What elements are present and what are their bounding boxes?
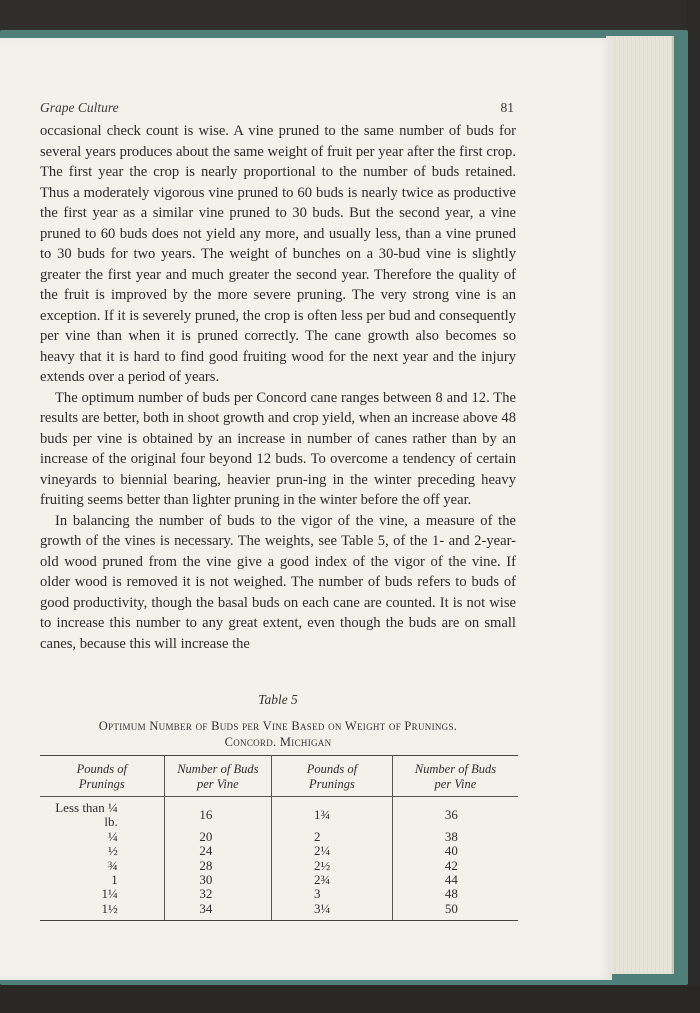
header-line: Prunings — [78, 777, 125, 791]
header-line: Number of Buds — [414, 762, 497, 776]
table-cell: 34 — [164, 902, 271, 921]
paragraph-2: The optimum number of buds per Concord cane ranges between 8 and 12. The results are better, both in shoot growth and crop yield, when an increase above 48 buds per vine is obtained by an increase in number of canes rather than by an increase of the original four beyond 12 buds. To overcome a tendency of certain vineyards to biennial bearing, heavier prun-ing in the winter preceding heavy fruiting seems better than lighter pruning in the winter before the off year. — [40, 389, 516, 508]
header-pounds-of-prunings-2 — [271, 756, 392, 797]
table-cell: 50 — [392, 902, 518, 921]
table-caption: Table 5 — [258, 692, 298, 707]
table-cell: 42 — [444, 857, 458, 873]
table-cell: 36 — [444, 807, 458, 823]
background-bottom — [0, 985, 700, 1013]
header-line: Prunings — [308, 777, 355, 791]
paragraph-3: In balancing the number of buds to the vigor of the vine, a measure of the growth of the vines is necessary. The weights, see Table 5, of the 1- and 2-year-old wood pruned from the vine give a good index of the vigor of the vine. If older wood is removed it is not weighed. The number of buds refers to buds of good productivity, though the basal buds on each cane are counted. It is not wise to increase this number to any great extent, even though the buds are on small canes, because this will increase the — [40, 512, 516, 652]
table-cell: 48 — [444, 886, 458, 902]
header-line: per Vine — [196, 777, 239, 791]
table-cell: 32 — [164, 887, 271, 901]
header-line: Pounds of — [76, 762, 128, 776]
table-cell: 3 — [271, 887, 392, 901]
table-title — [40, 718, 516, 750]
table-row — [40, 797, 518, 830]
table-cell: 24 — [164, 844, 271, 858]
table-cell: ½ — [40, 844, 164, 858]
table-cell: ¾ — [40, 859, 164, 873]
table-cell: 2½ — [271, 859, 392, 873]
page-number: 81 — [500, 100, 514, 115]
table-row — [40, 887, 518, 901]
table-cell: 2 — [271, 830, 392, 844]
body-text — [40, 121, 516, 654]
book-page — [0, 38, 612, 980]
header-number-of-buds — [164, 756, 271, 797]
table-cell: 1¾ — [271, 797, 392, 830]
table-cell: Less than ¼ lb. — [40, 797, 164, 830]
table-cell: 1½ — [40, 902, 164, 921]
header-number-of-buds-2 — [392, 756, 518, 797]
table-cell: 2¾ — [271, 873, 392, 887]
table-row — [40, 873, 518, 887]
table-cell: 20 — [164, 830, 271, 844]
running-head — [40, 100, 514, 120]
paragraph-1: occasional check count is wise. A vine pruned to the same number of buds for several years produces about the same weight of fruit per year after the first crop. The first year the crop is nearly proportional to the number of buds retained. Thus a moderately vigorous vine pruned to 60 buds is nearly twice as productive the first year as a similar vine pruned to 30 buds. But the second year, a vine pruned to 60 buds does not yield any more, and usually less, than a vine pruned to 30 buds for two years. The weight of bunches on a 30-bud vine is slightly greater the first year and much greater the second year. Therefore the quality of the fruit is improved by the more severe pruning. The very strong vine is an exception. If it is severely pruned, the crop is often less per bud and consequently per vine than when it is pruned correctly. The cane growth also becomes so heavy that it is hard to find good fruiting wood for the next year and the injury extends over a period of years. — [40, 123, 516, 385]
header-line: Number of Buds — [177, 762, 259, 776]
table-cell: 28 — [164, 859, 271, 873]
table-cell: 2¼ — [271, 844, 392, 858]
table-cell: 44 — [444, 872, 458, 888]
background-right — [686, 0, 700, 1013]
header-line: Pounds of — [306, 762, 358, 776]
table-cell: 1¼ — [40, 887, 164, 901]
table-title-line-2: Concord. Michigan — [224, 735, 332, 749]
running-head-title: Grape Culture — [40, 100, 119, 115]
table-cell: 38 — [444, 828, 458, 844]
table-cell: 30 — [164, 873, 271, 887]
table-row — [40, 859, 518, 873]
table-row — [40, 902, 518, 921]
header-line: per Vine — [434, 777, 477, 791]
header-pounds-of-prunings — [40, 756, 164, 797]
table-cell: ¼ — [40, 830, 164, 844]
table-title-line-1: Optimum Number of Buds per Vine Based on Weight of Prunings. — [98, 719, 458, 733]
table-cell: 40 — [444, 843, 458, 859]
prunings-table — [40, 755, 518, 921]
page-edges — [606, 36, 674, 974]
table-header-row — [40, 756, 518, 797]
table-row — [40, 844, 518, 858]
table-row — [40, 830, 518, 844]
table-cell: 16 — [164, 797, 271, 830]
table-cell: 3¼ — [271, 902, 392, 921]
table-cell: 1 — [40, 873, 164, 887]
